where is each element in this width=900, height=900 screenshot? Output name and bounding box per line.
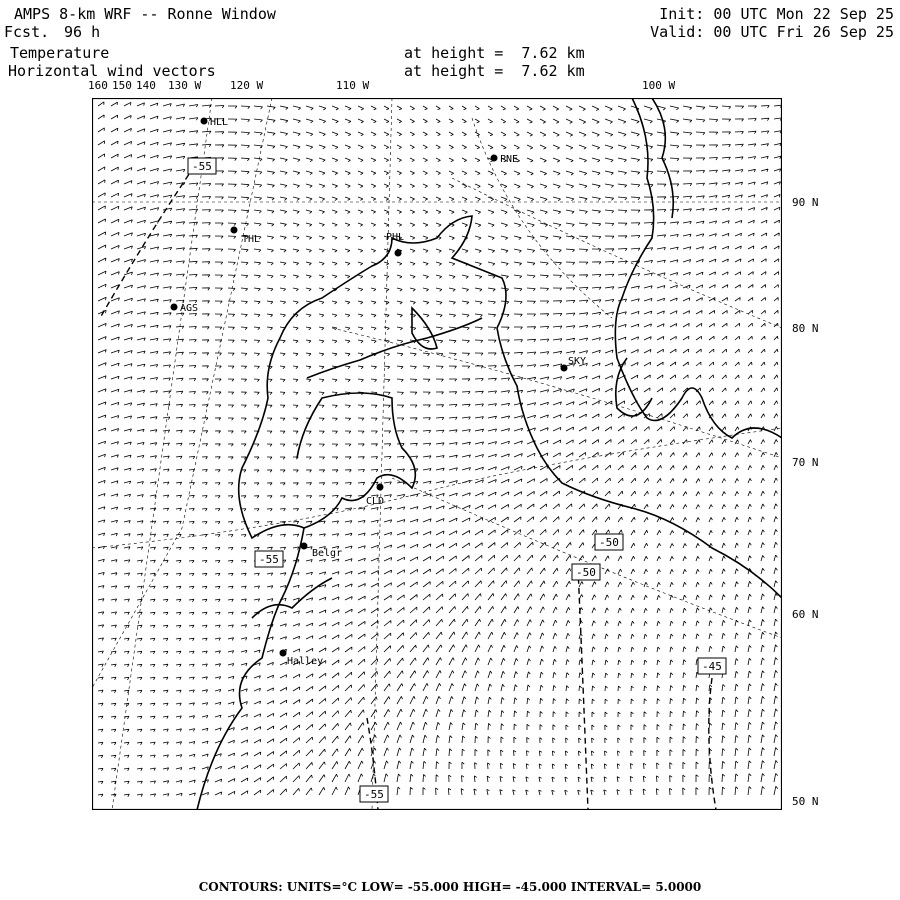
contour-label [255,551,283,567]
station-label: HLL [210,117,229,128]
map-border [93,99,782,810]
lon-label: 160 [88,79,108,92]
coastline [197,98,782,810]
station-sky [561,356,587,372]
station-label: CLD [366,496,385,507]
svg-text:-55: -55 [364,788,384,801]
station-label: AGS [180,303,199,314]
contour-label [698,658,726,674]
forecast-hours: 96 h [64,23,101,41]
station-label: THL [242,234,261,245]
lon-label: 120 W [230,79,264,92]
lat-label: 60 N [792,608,819,621]
station-label: SKY [568,356,587,367]
station-label: PNE [500,154,519,165]
field-temperature-height: at height = 7.62 km [404,44,585,62]
init-time: Init: 00 UTC Mon 22 Sep 25 [659,5,894,23]
svg-text:-55: -55 [192,160,212,173]
lat-label: 70 N [792,456,819,469]
station-cld [366,484,384,508]
lat-label: 80 N [792,322,819,335]
station-belgr [301,543,343,560]
valid-time: Valid: 00 UTC Fri 26 Sep 25 [650,23,894,41]
station-label: PHL [386,232,405,243]
wind-vector-field [98,102,782,797]
contour-label [595,534,623,550]
svg-text:-50: -50 [576,566,596,579]
contour-label [360,786,388,802]
wind-vectors [98,102,782,797]
station-ags [171,303,199,314]
station-label: Halley [287,656,324,667]
svg-text:-45: -45 [702,660,722,673]
station-halley [280,650,324,668]
contour-labels [188,158,726,802]
station-hll [201,117,229,128]
field-wind-vectors: Horizontal wind vectors [8,62,216,80]
lon-label: 150 [112,79,132,92]
svg-text:-50: -50 [599,536,619,549]
lon-label: 130 W [168,79,202,92]
station-pne [491,154,519,165]
lon-label: 140 [136,79,156,92]
lon-label: 100 W [642,79,676,92]
forecast-label: Fcst. [4,23,50,41]
field-temperature: Temperature [10,44,110,62]
lat-label: 50 N [792,795,819,808]
contour-info-footer: CONTOURS: UNITS=°C LOW= -55.000 HIGH= -45.000 INTERVAL= 5.0000 [198,880,702,894]
lon-label: 110 W [336,79,370,92]
graticule [92,98,782,810]
lat-label: 90 N [792,196,819,209]
map-panel [92,98,782,810]
station-label: Belgr [312,548,343,559]
svg-text:-55: -55 [259,553,279,566]
model-title: AMPS 8-km WRF -- Ronne Window [14,5,276,23]
contour-label [572,564,600,580]
station-thl [231,227,261,246]
field-wind-height: at height = 7.62 km [404,62,585,80]
contour-label [188,158,216,174]
